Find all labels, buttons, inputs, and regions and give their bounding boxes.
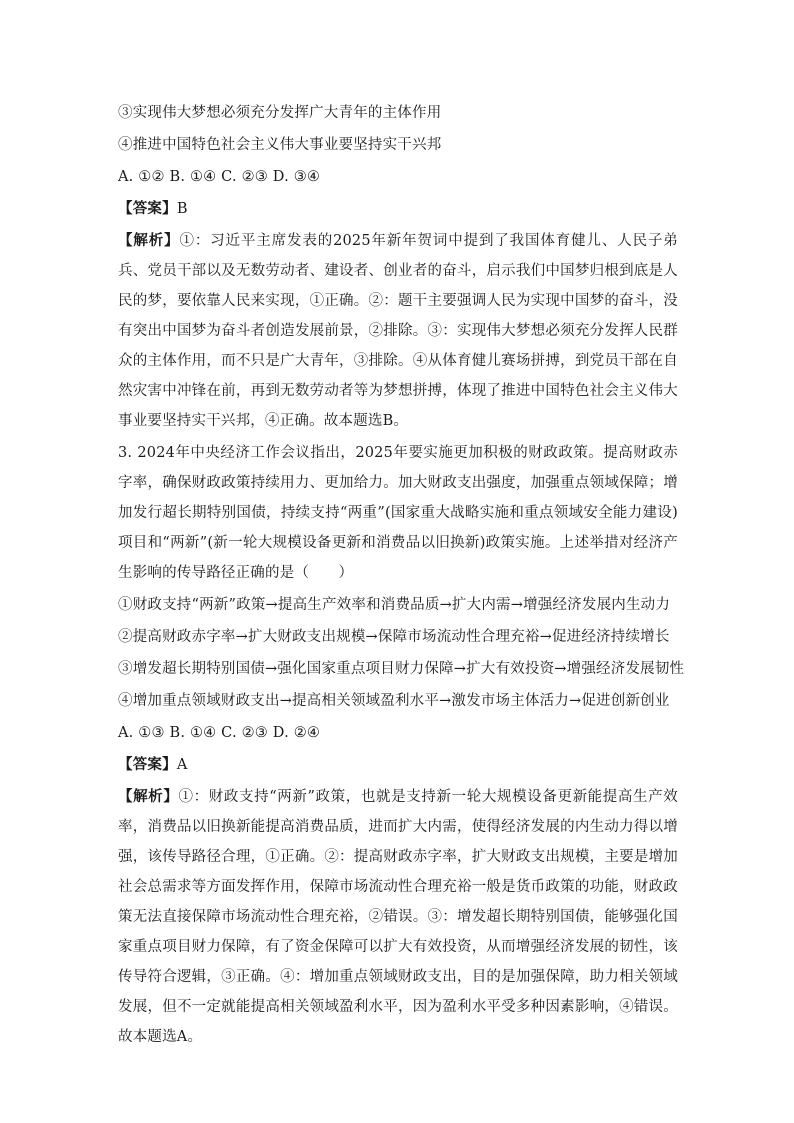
- q3-analysis-text: ①：财政支持“两新”政策，也就是支持新一轮大规模设备更新能提高生产效率，消费品以旧换新能提高消费品质，进而扩大内需，使得经济发展的内生动力得以增强，该传导路径合理，①正确。②：提高财政赤字率，扩大财政支出规模，主要是增加社会总需求等方面发挥作用，保障市场流动性合理充裕一般是货币政策的功能，财政政策无法直接保障市场流动性合理充裕，②错误。③：增发超长期特别国债，能够强化国家重点项目财力保障，有了资金保障可以扩大有效投资，从而增强经济发展的韧性，该传导符合逻辑，③正确。④：增加重点领域财政支出，目的是加强保障，助力相关领域发展，但不一定就能提高相关领域盈利水平，因为盈利水平受多种因素影响，④错误。故本题选A。: [118, 789, 678, 1045]
- q3-option-1: ①财政支持“两新”政策→提高生产效率和消费品质→扩大内需→增强经济发展内生动力: [118, 597, 671, 613]
- q3-option-2: ②提高财政赤字率→扩大财政支出规模→保障市场流动性合理充裕→促进经济持续增长: [118, 629, 670, 645]
- q2-answer-label: 【答案】: [118, 200, 177, 217]
- q3-option-4: ④增加重点领域财政支出→提高相关领域盈利水平→激发市场主体活力→促进创新创业: [118, 693, 670, 709]
- q2-analysis: [118, 226, 678, 436]
- q2-option-4: ④推进中国特色社会主义伟大事业要坚持实干兴邦: [118, 137, 442, 153]
- q2-answer: [118, 194, 678, 224]
- document-page: [118, 98, 685, 1052]
- q2-answer-value: B: [176, 201, 188, 217]
- q3-option-3: ③增发超长期特别国债→强化国家重点项目财力保障→扩大有效投资→增强经济发展韧性: [118, 661, 685, 677]
- q3-stem: 3. 2024年中央经济工作会议指出，2025年要实施更加积极的财政政策。提高财政赤字率，确保财政政策持续用力、更加给力。加大财政支出强度，加强重点领域保障；增加发行超长期特别国债，持续支持“两重”(国家重大战略实施和重点领域安全能力建设)项目和“两新”(新一轮大规模设备更新和消费品以旧换新)政策实施。上述举措对经济产生影响的传导路径正确的是（ ）: [118, 445, 678, 581]
- q2-analysis-label: 【解析】: [118, 232, 180, 249]
- q3-choices: A. ①③ B. ①④ C. ②③ D. ②④: [118, 725, 321, 741]
- q2-option-3: ③实现伟大梦想必须充分发挥广大青年的主体作用: [118, 105, 442, 121]
- q3-analysis: [118, 782, 678, 1052]
- q3-answer-label: 【答案】: [118, 756, 177, 773]
- q3-analysis-label: 【解析】: [118, 788, 179, 805]
- q2-analysis-text: ①：习近平主席发表的2025年新年贺词中提到了我国体育健儿、人民子弟兵、党员干部以及无数劳动者、建设者、创业者的奋斗，启示我们中国梦归根到底是人民的梦，要依靠人民来实现，①正确。②：题干主要强调人民为实现中国梦的奋斗，没有突出中国梦为奋斗者创造发展前景，②排除。③：实现伟大梦想必须充分发挥人民群众的主体作用，而不只是广大青年，③排除。④从体育健儿赛场拼搏，到党员干部在自然灾害中冲锋在前，再到无数劳动者等为梦想拼搏，体现了推进中国特色社会主义伟大事业要坚持实干兴邦，④正确。故本题选B。: [118, 233, 678, 429]
- q3-answer: [118, 750, 678, 780]
- q3-answer-value: A: [176, 757, 188, 773]
- q2-choices: A. ①② B. ①④ C. ②③ D. ③④: [118, 169, 321, 185]
